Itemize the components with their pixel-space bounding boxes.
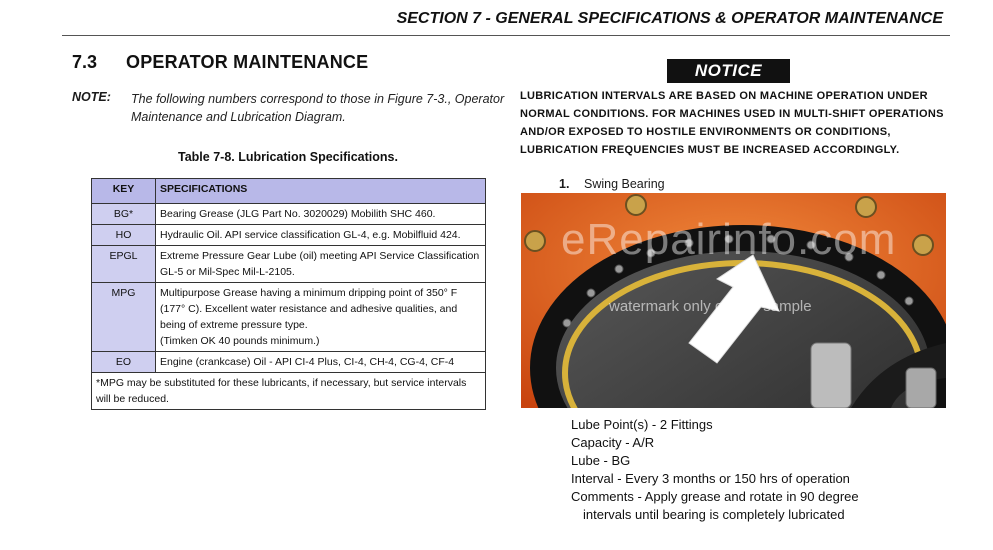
row-key: BG* — [92, 204, 156, 225]
notice-label: NOTICE — [667, 59, 790, 83]
header-specifications: SPECIFICATIONS — [156, 179, 486, 204]
row-spec: Bearing Grease (JLG Part No. 3020029) Mobilith SHC 460. — [156, 204, 486, 225]
table-row — [92, 246, 486, 283]
detail-capacity: Capacity - A/R — [571, 435, 655, 450]
section-number: 7.3 — [72, 52, 98, 72]
table-row — [92, 225, 486, 246]
row-spec-extra: (Timken OK 40 pounds minimum.) — [160, 335, 320, 347]
table-row — [92, 283, 486, 352]
detail-comments: Comments - Apply grease and rotate in 90 degree — [571, 489, 859, 504]
detail-lube-points: Lube Point(s) - 2 Fittings — [571, 417, 713, 432]
detail-lube: Lube - BG — [571, 453, 631, 468]
page-header: SECTION 7 - GENERAL SPECIFICATIONS & OPERATOR MAINTENANCE — [396, 10, 943, 27]
table-footnote: *MPG may be substituted for these lubricants, if necessary, but service intervals will be reduced. — [92, 373, 486, 410]
section-title: OPERATOR MAINTENANCE — [126, 52, 369, 72]
swing-bearing-photo — [521, 193, 946, 408]
row-spec: Hydraulic Oil. API service classification GL-4, e.g. Mobilfluid 424. — [156, 225, 486, 246]
detail-interval: Interval - Every 3 months or 150 hrs of operation — [571, 471, 850, 486]
row-key: EO — [92, 352, 156, 373]
row-spec-main: Multipurpose Grease having a minimum dripping point of 350° F (177° C). Excellent water resistance and adhesive qualities, and being of extreme pressure type. — [160, 287, 458, 331]
table-footnote-row — [92, 373, 486, 410]
header-key: KEY — [92, 179, 156, 204]
item-title: Swing Bearing — [584, 177, 665, 191]
row-spec: Engine (crankcase) Oil - API CI-4 Plus, CI-4, CH-4, CG-4, CF-4 — [156, 352, 486, 373]
row-key: MPG — [92, 283, 156, 352]
note-text: The following numbers correspond to those in Figure 7-3., Operator Maintenance and Lubrication Diagram. — [131, 92, 505, 124]
row-spec: Extreme Pressure Gear Lube (oil) meeting API Service Classification GL-5 or Mil-Spec Mil-L-2105. — [156, 246, 486, 283]
header-rule — [62, 35, 950, 36]
table-row — [92, 204, 486, 225]
table-header-row — [92, 179, 486, 204]
table-row — [92, 352, 486, 373]
item-number: 1. — [559, 177, 570, 191]
row-key: HO — [92, 225, 156, 246]
notice-text: LUBRICATION INTERVALS ARE BASED ON MACHINE OPERATION UNDER NORMAL CONDITIONS. FOR MACHINES USED IN MULTI-SHIFT OPERATIONS AND/OR EXPOSED TO HOSTILE ENVIRONMENTS OR CONDITIONS, LUBRICATION FREQUENCIES MUST BE INCREASED ACCORDINGLY. — [520, 90, 944, 156]
photo-watermark-sub: watermark only on this sample — [609, 298, 812, 315]
lubrication-spec-table — [91, 178, 486, 410]
row-spec — [156, 283, 486, 352]
note-label: NOTE: — [72, 90, 111, 104]
photo-watermark: eRepairinfo.com — [561, 215, 897, 264]
detail-comments-continued: intervals until bearing is completely lubricated — [583, 507, 845, 522]
table-title: Table 7-8. Lubrication Specifications. — [178, 150, 398, 164]
row-key: EPGL — [92, 246, 156, 283]
lubrication-details — [571, 416, 859, 524]
